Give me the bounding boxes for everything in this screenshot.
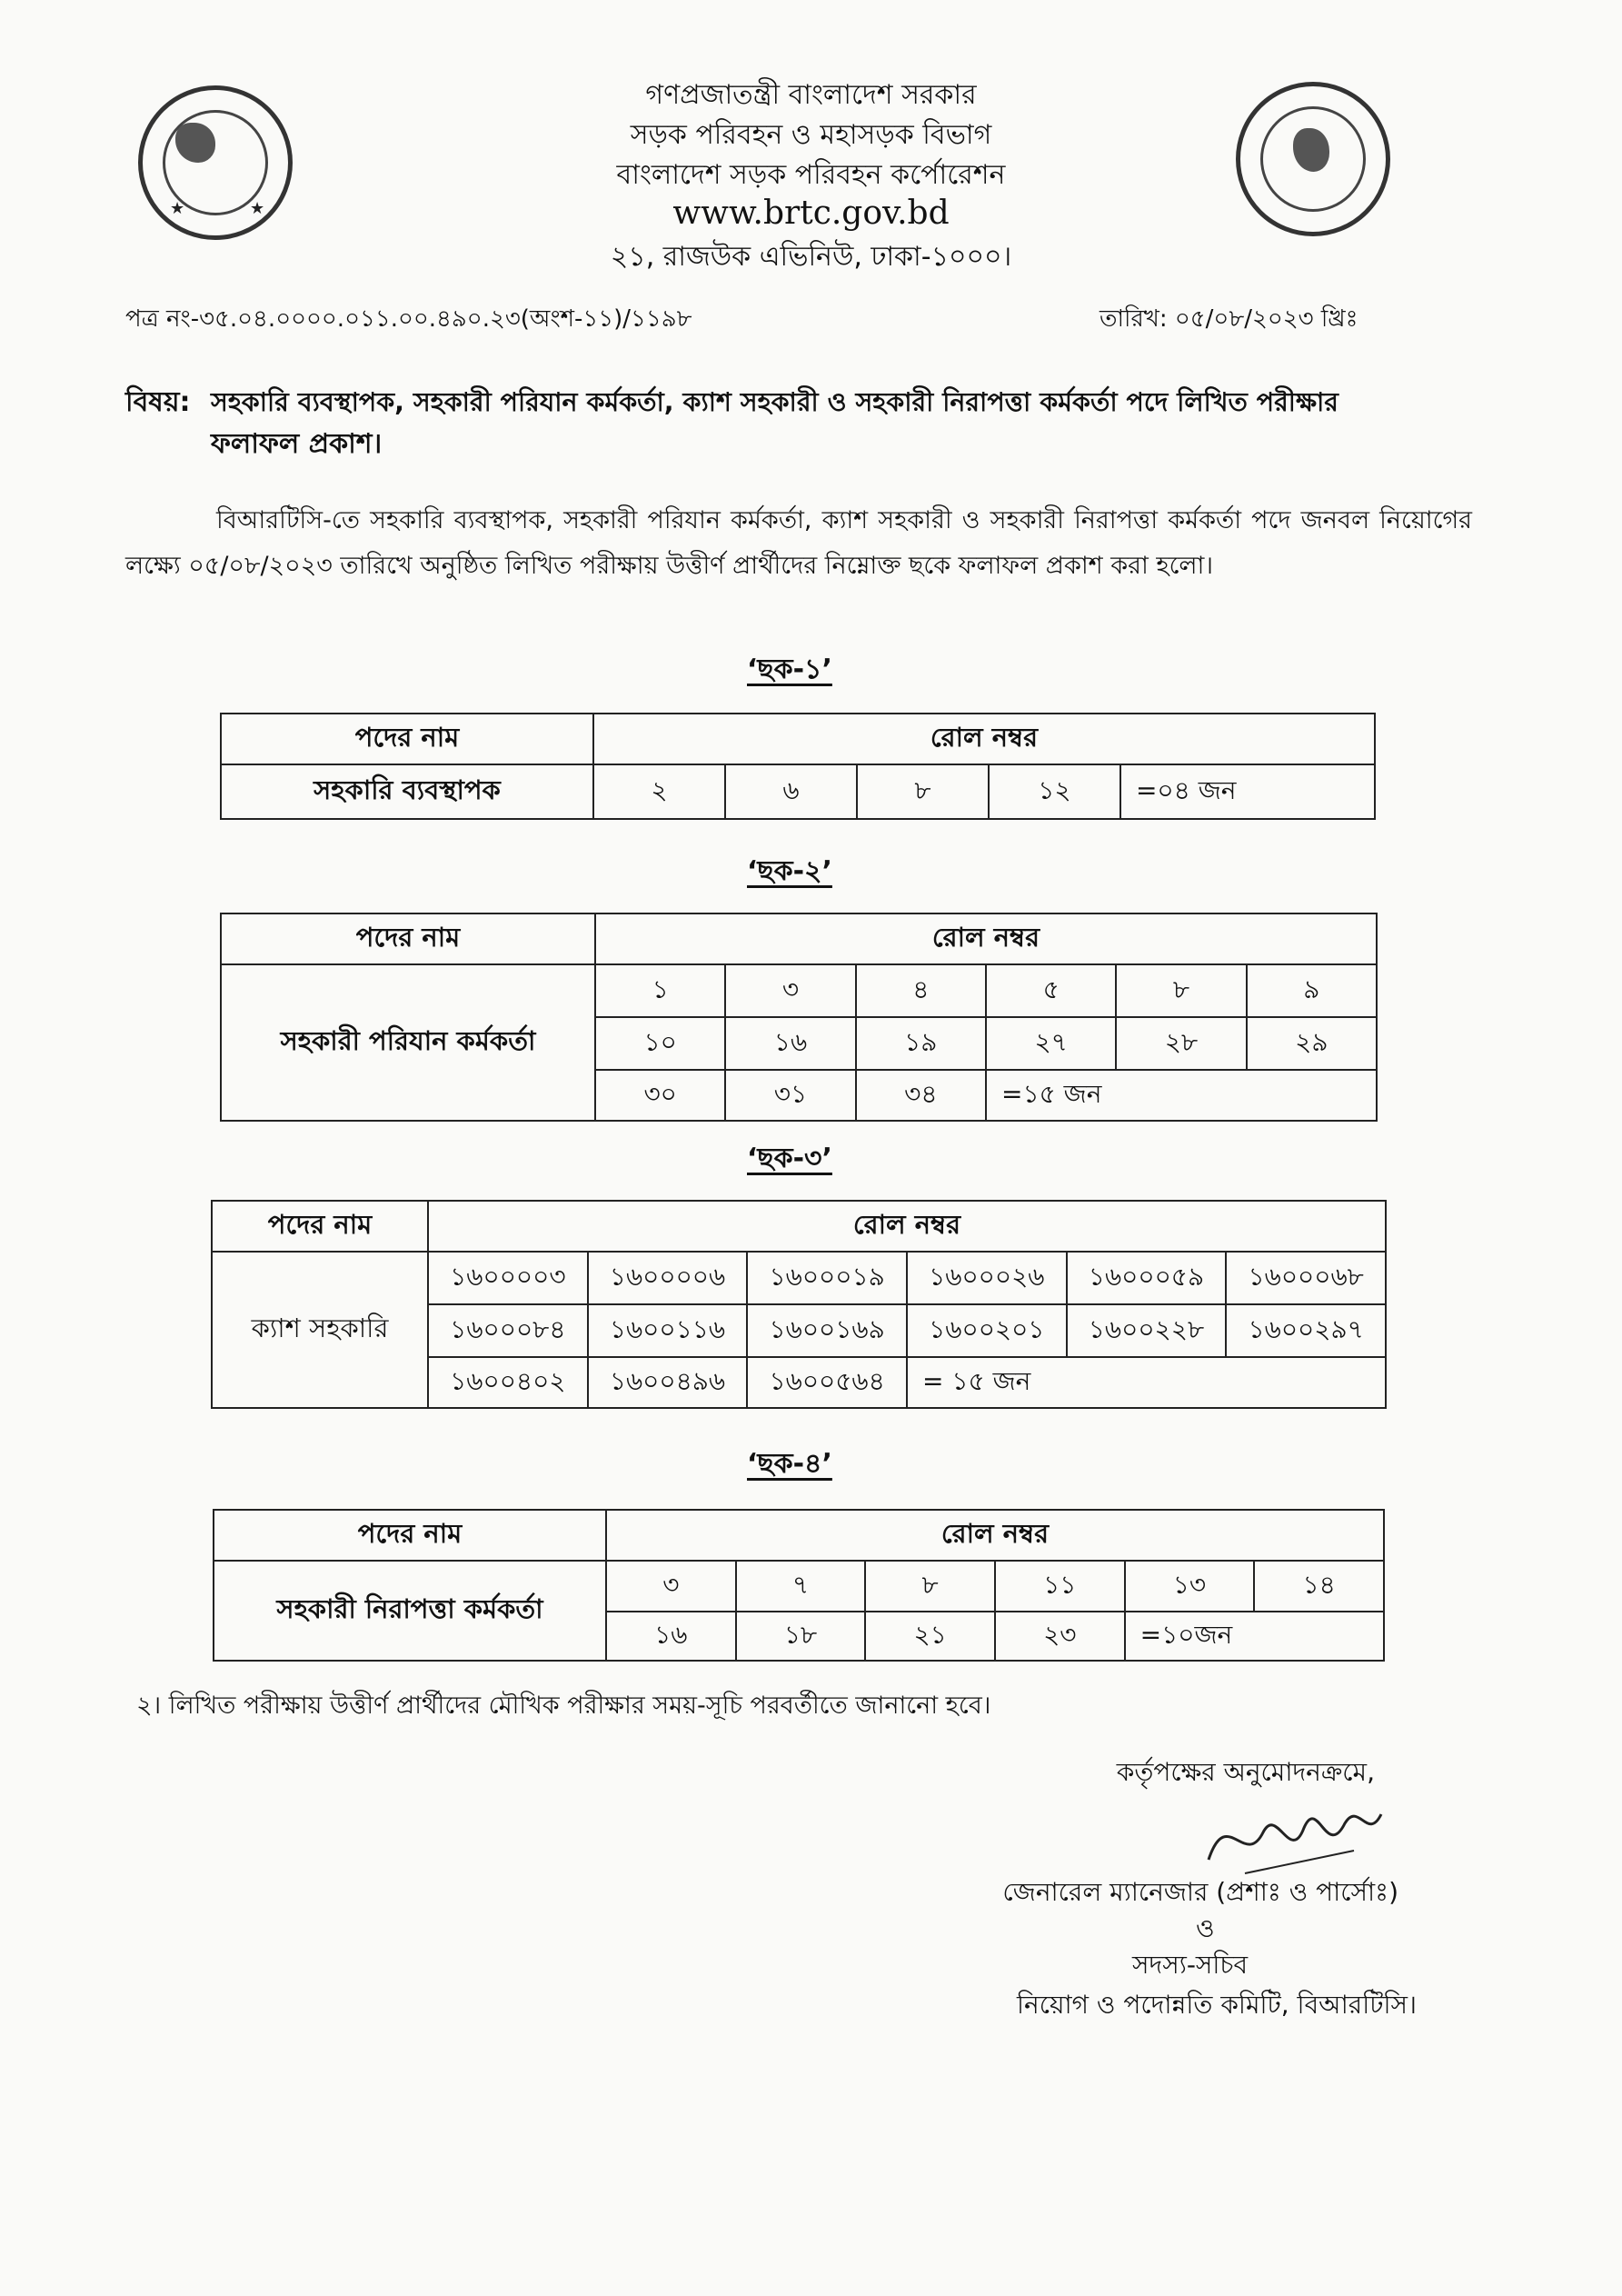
table-4-post: সহকারী নিরাপত্তা কর্মকর্তা <box>214 1561 606 1661</box>
roll-cell: ১৬ <box>725 1017 855 1070</box>
signature-conjunction: ও <box>1196 1913 1215 1943</box>
table-4 <box>213 1509 1385 1662</box>
table-3-post: ক্যাশ সহকারি <box>212 1252 428 1408</box>
signature-approval: কর্তৃপক্ষের অনুমোদনক্রমে, <box>1116 1757 1375 1787</box>
roll-cell: ১৬০০৪৯৬ <box>588 1357 748 1408</box>
roll-cell: ২৩ <box>995 1612 1125 1661</box>
roll-cell: ১৪ <box>1254 1561 1384 1612</box>
table-3-col-post: পদের নাম <box>212 1201 428 1252</box>
roll-cell: ৩০ <box>595 1070 725 1121</box>
roll-cell: ১৬০০২২৮ <box>1067 1304 1227 1357</box>
roll-cell: ১১ <box>995 1561 1125 1612</box>
roll-cell: ৫ <box>986 964 1116 1017</box>
roll-cell: ৭ <box>736 1561 866 1612</box>
note-oral-exam: ২। লিখিত পরীক্ষায় উত্তীর্ণ প্রার্থীদের মৌখিক পরীক্ষার সময়-সূচি পরবর্তীতে জানানো হবে। <box>136 1692 991 1720</box>
roll-cell: ৮ <box>1116 964 1246 1017</box>
table-2-col-roll: রোল নম্বর <box>595 913 1377 964</box>
body-paragraph: বিআরটিসি-তে সহকারি ব্যবস্থাপক, সহকারী পরিযান কর্মকর্তা, ক্যাশ সহকারী ও সহকারী নিরাপত্তা কর্মকর্তা পদে জনবল নিয়োগের লক্ষ্যে ০৫/০৮/২০২৩ তারিখে অনুষ্ঠিত লিখিত পরীক্ষায় উত্তীর্ণ প্রার্থীদের নিম্নোক্ত ছকে ফলাফল প্রকাশ করা হলো। <box>125 506 1472 580</box>
roll-total: = ১৫ জন <box>907 1357 1386 1408</box>
signature-committee: নিয়োগ ও পদোন্নতি কমিটি, বিআরটিসি। <box>1017 1990 1417 2020</box>
header-line-corporation: বাংলাদেশ সড়ক পরিবহন কর্পোরেশন <box>616 159 1006 191</box>
roll-cell: ৮ <box>857 764 989 819</box>
header-website-link[interactable]: www.brtc.gov.bd <box>672 195 950 232</box>
roll-cell: ১০ <box>595 1017 725 1070</box>
table-1-col-roll: রোল নম্বর <box>593 714 1375 764</box>
header-line-government: গণপ্রজাতন্ত্রী বাংলাদেশ সরকার <box>645 79 977 111</box>
header-line-division: সড়ক পরিবহন ও মহাসড়ক বিভাগ <box>630 119 992 151</box>
subject-label: বিষয়: <box>125 386 191 418</box>
roll-cell: ২৭ <box>986 1017 1116 1070</box>
roll-total: =১৫ জন <box>986 1070 1377 1121</box>
table-2 <box>220 913 1378 1122</box>
table-3-col-roll: রোল নম্বর <box>428 1201 1386 1252</box>
roll-cell: ১ <box>595 964 725 1017</box>
roll-cell: ৪ <box>856 964 986 1017</box>
memo-number: পত্র নং-৩৫.০৪.০০০০.০১১.০০.৪৯০.২৩(অংশ-১১)/১১৯৮ <box>125 305 692 333</box>
roll-cell: ৩৪ <box>856 1070 986 1121</box>
header-address: ২১, রাজউক এভিনিউ, ঢাকা-১০০০। <box>610 241 1012 273</box>
subject-line-1: সহকারি ব্যবস্থাপক, সহকারী পরিযান কর্মকর্তা, ক্যাশ সহকারী ও সহকারী নিরাপত্তা কর্মকর্তা পদে লিখিত পরীক্ষার <box>211 387 1338 417</box>
table-3-label: ‘ছক-৩’ <box>747 1143 832 1174</box>
roll-cell: ২৮ <box>1116 1017 1246 1070</box>
roll-cell: ২ <box>593 764 725 819</box>
roll-cell: ১৬০০০২৬ <box>907 1252 1067 1304</box>
table-1 <box>220 713 1376 820</box>
table-3 <box>211 1200 1387 1409</box>
signature-member: সদস্য-সচিব <box>1132 1950 1249 1980</box>
left-government-seal: ★ ★ <box>138 85 293 240</box>
roll-cell: ১৩ <box>1125 1561 1255 1612</box>
roll-cell: ১২ <box>989 764 1120 819</box>
roll-total: =১০জন <box>1125 1612 1384 1661</box>
subject-line-2: ফলাফল প্রকাশ। <box>211 428 383 460</box>
signature-designation: জেনারেল ম্যানেজার (প্রশাঃ ও পার্সোঃ) <box>1002 1877 1398 1907</box>
roll-cell: ১৬০০০৮৪ <box>428 1304 588 1357</box>
table-2-post: সহকারী পরিযান কর্মকর্তা <box>221 964 595 1121</box>
table-1-post: সহকারি ব্যবস্থাপক <box>221 764 593 819</box>
roll-cell: ৯ <box>1247 964 1377 1017</box>
memo-date: তারিখ: ০৫/০৮/২০২৩ খ্রিঃ <box>1100 305 1358 333</box>
roll-cell: ১৬০০০০৩ <box>428 1252 588 1304</box>
table-1-col-post: পদের নাম <box>221 714 593 764</box>
roll-cell: ১৬০০০৫৯ <box>1067 1252 1227 1304</box>
roll-cell: ২১ <box>865 1612 995 1661</box>
roll-cell: ১৬০০০১৯ <box>747 1252 907 1304</box>
roll-cell: ৩ <box>725 964 855 1017</box>
roll-cell: ১৬০০০৬৮ <box>1226 1252 1386 1304</box>
table-4-label: ‘ছক-৪’ <box>747 1448 832 1480</box>
roll-cell: ১৬০০১৬৯ <box>747 1304 907 1357</box>
roll-cell: ১৬০০১১৬ <box>588 1304 748 1357</box>
table-4-col-roll: রোল নম্বর <box>606 1510 1384 1561</box>
roll-cell: ১৬০০২৯৭ <box>1226 1304 1386 1357</box>
roll-cell: ১৬ <box>606 1612 736 1661</box>
table-2-label: ‘ছক-২’ <box>747 855 832 887</box>
roll-cell: ৩ <box>606 1561 736 1612</box>
table-2-col-post: পদের নাম <box>221 913 595 964</box>
roll-cell: ১৯ <box>856 1017 986 1070</box>
table-4-col-post: পদের নাম <box>214 1510 606 1561</box>
roll-cell: ১৬০০৪০২ <box>428 1357 588 1408</box>
roll-cell: ৬ <box>725 764 857 819</box>
roll-cell: ৮ <box>865 1561 995 1612</box>
roll-total: =০৪ জন <box>1120 764 1375 819</box>
roll-cell: ১৮ <box>736 1612 866 1661</box>
roll-cell: ৩১ <box>725 1070 855 1121</box>
roll-cell: ১৬০০৫৬৪ <box>747 1357 907 1408</box>
table-1-label: ‘ছক-১’ <box>747 654 832 685</box>
roll-cell: ১৬০০০০৬ <box>588 1252 748 1304</box>
roll-cell: ২৯ <box>1247 1017 1377 1070</box>
roll-cell: ১৬০০২০১ <box>907 1304 1067 1357</box>
